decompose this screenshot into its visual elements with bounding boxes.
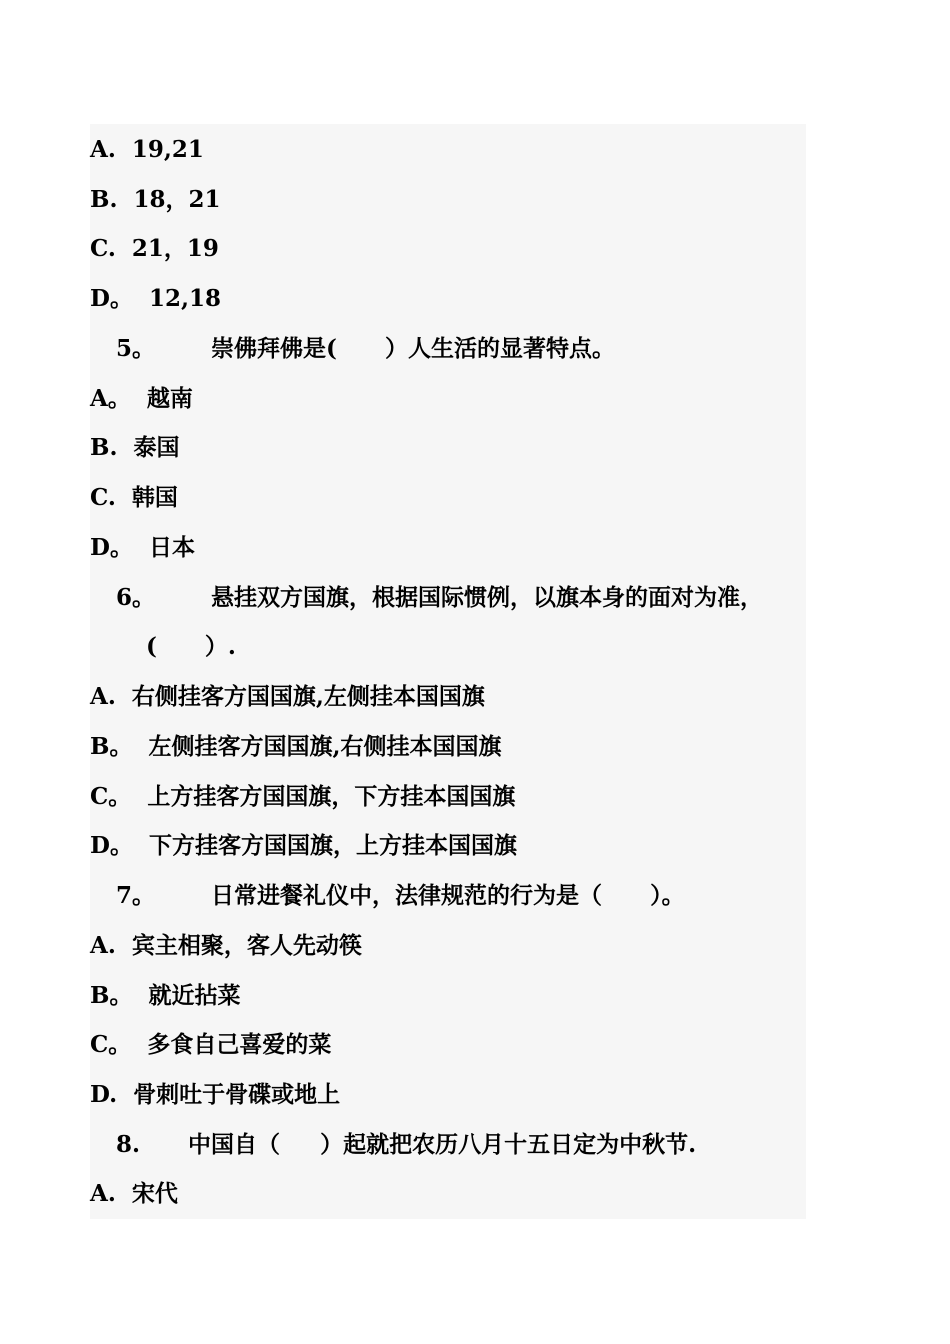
q6-option-c: C。 上方挂客方国国旗，下方挂本国国旗 (90, 783, 516, 810)
q8-option-a: A. 宋代 (90, 1180, 178, 1207)
q7-option-a: A. 宾主相聚，客人先动筷 (90, 932, 362, 959)
q6-stem-continued: ( ）. (146, 633, 236, 660)
q5-option-a: A。 越南 (90, 385, 193, 412)
q5-stem: 5。 崇佛拜佛是( ）人生活的显著特点。 (116, 335, 615, 362)
q6-option-a: A. 右侧挂客方国国旗,左侧挂本国国旗 (90, 683, 485, 710)
q7-option-b: B。 就近拈菜 (90, 982, 241, 1009)
q4-option-b: B. 18，21 (90, 186, 221, 213)
q7-stem: 7。 日常进餐礼仪中，法律规范的行为是（ ）。 (116, 882, 685, 909)
q5-option-c: C. 韩国 (90, 484, 178, 511)
q7-option-c: C。 多食自己喜爱的菜 (90, 1031, 332, 1058)
q4-option-a: A. 19,21 (90, 136, 204, 163)
q5-option-d: D。 日本 (90, 534, 195, 561)
q6-option-b: B。 左侧挂客方国国旗,右侧挂本国国旗 (90, 733, 502, 760)
q4-option-d: D。 12,18 (90, 285, 221, 312)
q8-stem: 8. 中国自（ ）起就把农历八月十五日定为中秋节. (116, 1131, 697, 1158)
q6-option-d: D。 下方挂客方国国旗，上方挂本国国旗 (90, 832, 517, 859)
q5-option-b: B. 泰国 (90, 434, 180, 461)
q6-stem: 6。 悬挂双方国旗，根据国际惯例，以旗本身的面对为准， (116, 584, 764, 611)
q4-option-c: C. 21，19 (90, 235, 219, 262)
q7-option-d: D. 骨刺吐于骨碟或地上 (90, 1081, 341, 1108)
